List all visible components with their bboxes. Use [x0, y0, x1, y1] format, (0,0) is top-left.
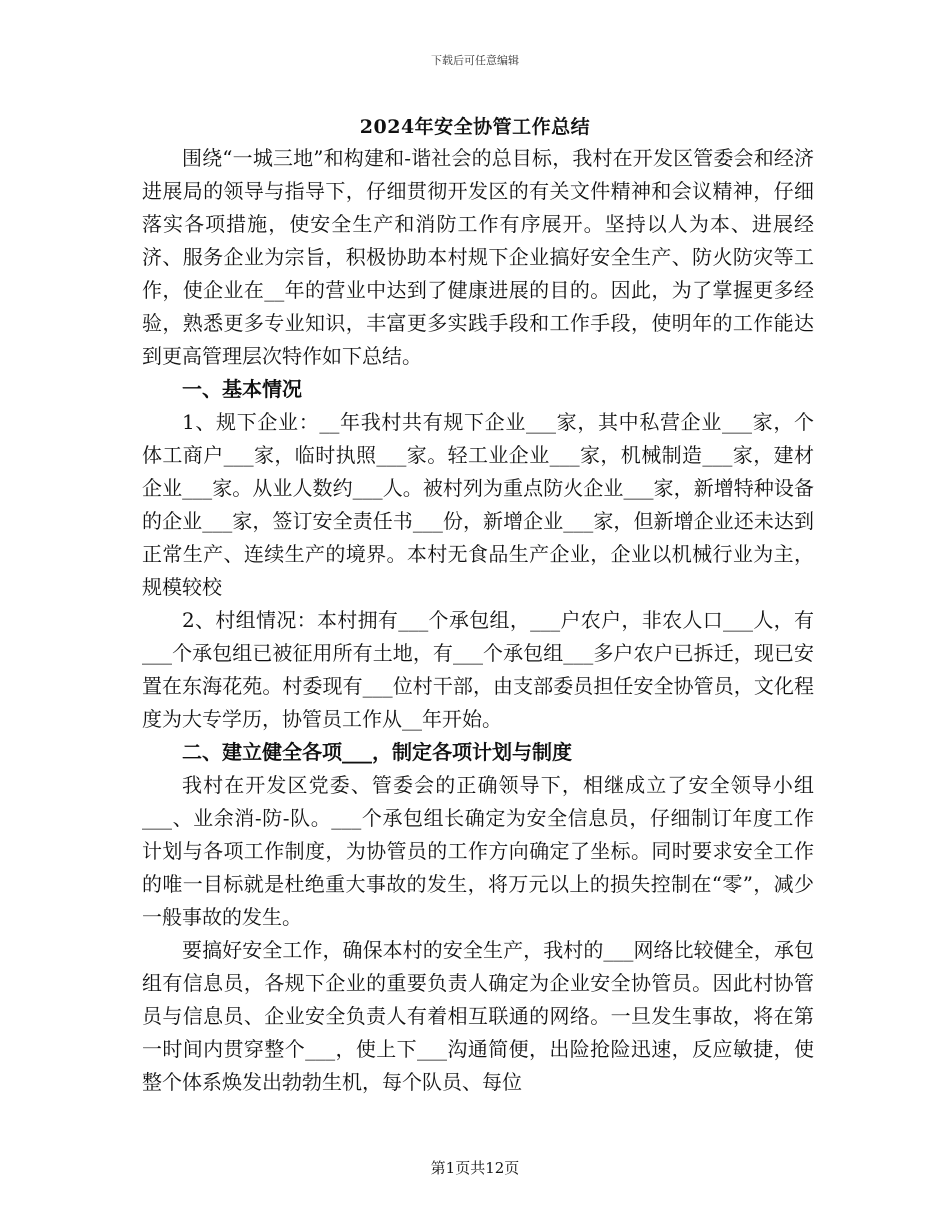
page-number: 第1页共12页	[430, 1159, 520, 1177]
document-title: 2024年安全协管工作总结	[359, 116, 591, 138]
section-heading-systems: 二、建立健全各项___，制定各项计划与制度	[182, 740, 572, 764]
paragraph-enterprises: 1、规下企业：__年我村共有规下企业___家，其中私营企业___家，个体工商户___家，临时执照___家。轻工业企业___家，机械制造___家，建材企业___家。从业人数约___人。被村列为重点防火企业___家，新增特种设备的企业___家，签订安全责任书___份，新增企业___家，但新增企业还未达到正常生产、连续生产的境界。本村无食品生产企业，企业以机械行业为主，规模较校	[142, 410, 814, 599]
document-body	[142, 142, 814, 1099]
download-note: 下载后可任意编辑	[431, 54, 519, 67]
section-heading-basic-situation: 一、基本情况	[182, 377, 302, 401]
paragraph-village-groups: 2、村组情况：本村拥有___个承包组，___户农户，非农人口___人，有___个承包组已被征用所有土地，有___个承包组___多户农户已拆迁，现已安置在东海花苑。村委现有___位村干部，由支部委员担任安全协管员，文化程度为大专学历，协管员工作从__年开始。	[142, 608, 814, 731]
paragraph-leadership: 我村在开发区党委、管委会的正确领导下，相继成立了安全领导小组___、业余消-防-队。___个承包组长确定为安全信息员，仔细制订年度工作计划与各项工作制度，为协管员的工作方向确定了坐标。同时要求安全工作的唯一目标就是杜绝重大事故的发生，将万元以上的损失控制在“零”，减少一般事故的发生。	[142, 773, 814, 929]
paragraph-network: 要搞好安全工作，确保本村的安全生产，我村的___网络比较健全，承包组有信息员，各规下企业的重要负责人确定为企业安全协管员。因此村协管员与信息员、企业安全负责人有着相互联通的网络。一旦发生事故，将在第一时间内贯穿整个___，使上下___沟通简便，出险抢险迅速，反应敏捷，使整个体系焕发出勃勃生机，每个队员、每位	[142, 938, 814, 1094]
intro-paragraph: 围绕“一城三地”和构建和-谐社会的总目标，我村在开发区管委会和经济进展局的领导与指导下，仔细贯彻开发区的有关文件精神和会议精神，仔细落实各项措施，使安全生产和消防工作有序展开。坚持以人为本、进展经济、服务企业为宗旨，积极协助本村规下企业搞好安全生产、防火防灾等工作，使企业在__年的营业中达到了健康进展的目的。因此，为了掌握更多经验，熟悉更多专业知识，丰富更多实践手段和工作手段，使明年的工作能达到更高管理层次特作如下总结。	[142, 146, 814, 368]
